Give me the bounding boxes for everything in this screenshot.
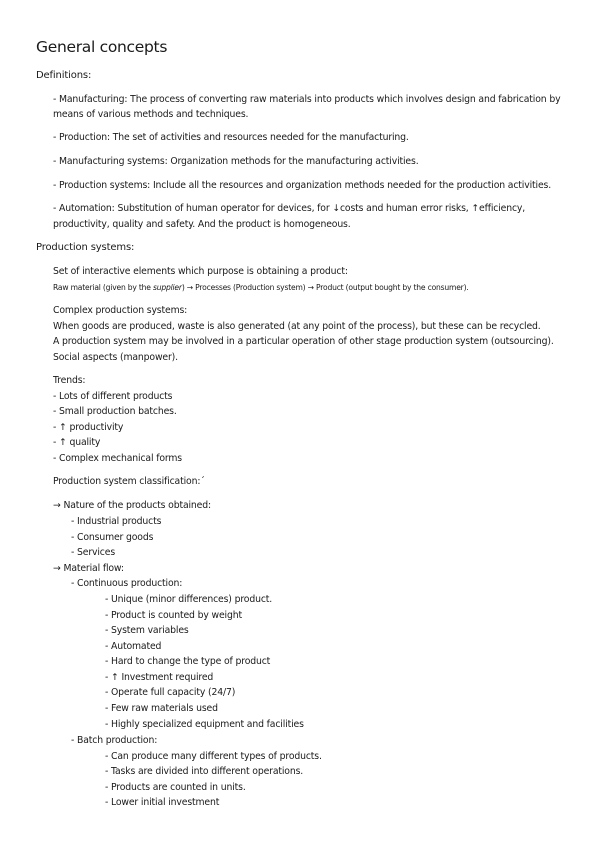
continuous-item: - Few raw materials used xyxy=(105,703,218,714)
complex-line: A production system may be involved in a particular operation of other stage production system (outsourcing). xyxy=(53,336,554,347)
flow-c: ) → Processes (Production system) → Product (output bought by the consumer). xyxy=(181,283,469,292)
batch-item: - Lower initial investment xyxy=(105,797,220,808)
complex-line: Social aspects (manpower). xyxy=(53,352,178,363)
definition-manufacturing-systems: - Manufacturing systems: Organization methods for the manufacturing activities. xyxy=(53,156,419,167)
definitions-heading: Definitions: xyxy=(36,70,92,81)
definition-manufacturing-cont: means of various methods and techniques. xyxy=(53,109,249,120)
continuous-item: - Hard to change the type of product xyxy=(105,656,271,667)
definition-production: - Production: The set of activities and resources needed for the manufacturing. xyxy=(53,132,409,143)
continuous-item: - ↑ Investment required xyxy=(105,672,214,683)
nature-heading: → Nature of the products obtained: xyxy=(53,500,211,511)
continuous-item: - Product is counted by weight xyxy=(105,610,242,621)
production-systems-heading: Production systems: xyxy=(36,242,135,253)
classification-heading: Production system classification:´ xyxy=(53,476,205,487)
trends-heading: Trends: xyxy=(53,375,86,386)
continuous-item: - Automated xyxy=(105,641,162,652)
page-title: General concepts xyxy=(36,38,168,56)
trend-item: - ↑ quality xyxy=(53,437,101,448)
batch-item: - Tasks are divided into different operations. xyxy=(105,766,304,777)
set-text: Set of interactive elements which purpose is obtaining a product: xyxy=(53,266,348,277)
material-flow-heading: → Material flow: xyxy=(53,563,124,574)
continuous-item: - Highly specialized equipment and facilities xyxy=(105,719,304,730)
flow-a: Raw material (given by the xyxy=(53,283,153,292)
continuous-heading: - Continuous production: xyxy=(71,578,183,589)
batch-item: - Products are counted in units. xyxy=(105,782,246,793)
trend-item: - ↑ productivity xyxy=(53,422,124,433)
continuous-item: - Operate full capacity (24/7) xyxy=(105,687,236,698)
trend-item: - Lots of different products xyxy=(53,391,173,402)
nature-item: - Industrial products xyxy=(71,516,162,527)
definition-automation: - Automation: Substitution of human operator for devices, for ↓costs and human error risks, ↑efficiency, xyxy=(53,203,526,214)
definition-production-systems: - Production systems: Include all the resources and organization methods needed for the production activities. xyxy=(53,180,552,191)
nature-item: - Services xyxy=(71,547,116,558)
definition-manufacturing: - Manufacturing: The process of converting raw materials into products which involves design and fabrication by xyxy=(53,94,561,105)
continuous-item: - System variables xyxy=(105,625,189,636)
batch-item: - Can produce many different types of products. xyxy=(105,751,322,762)
complex-line: When goods are produced, waste is also generated (at any point of the process), but these can be recycled. xyxy=(53,321,541,332)
continuous-item: - Unique (minor differences) product. xyxy=(105,594,273,605)
flow-supplier: supplier xyxy=(153,283,182,292)
flow-text xyxy=(53,282,469,294)
trend-item: - Complex mechanical forms xyxy=(53,453,182,464)
batch-heading: - Batch production: xyxy=(71,735,158,746)
definition-automation-cont: productivity, quality and safety. And the product is homogeneous. xyxy=(53,219,351,230)
trend-item: - Small production batches. xyxy=(53,406,177,417)
nature-item: - Consumer goods xyxy=(71,532,154,543)
complex-heading: Complex production systems: xyxy=(53,305,188,316)
